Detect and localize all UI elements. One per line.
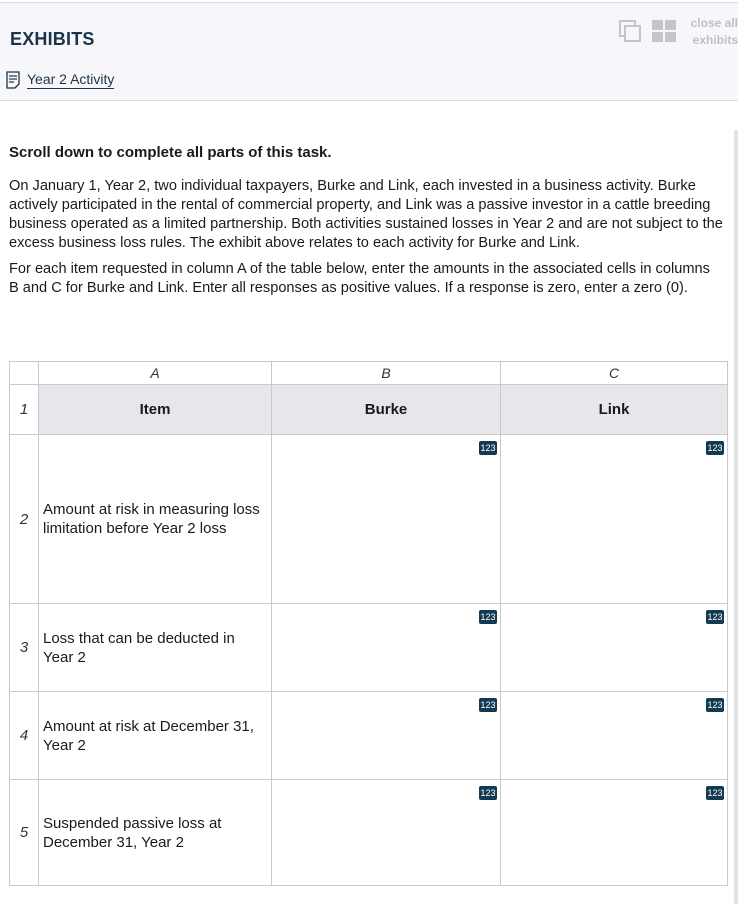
column-letter: C (501, 362, 728, 385)
row-number: 1 (10, 385, 39, 435)
column-letter: A (39, 362, 272, 385)
table-row (10, 780, 728, 886)
numeric-input-badge: 123 (707, 443, 723, 453)
burke-input-cell[interactable] (272, 435, 501, 604)
cascade-windows-icon[interactable] (619, 20, 641, 42)
table-row (10, 604, 728, 692)
link-input-cell[interactable] (501, 780, 728, 886)
row-number: 4 (10, 692, 39, 780)
exhibits-header (0, 2, 738, 101)
scrollbar[interactable] (734, 130, 738, 904)
task-paragraph: On January 1, Year 2, two individual taxpayers, Burke and Link, each invested in a business activity. Burke actively participated in the rental of commercial property, and Link was a passive investor in a cattle breeding business operated as a limited partnership. Both activities sustained losses in Year 2 and are not subject to the excess business loss rules. The exhibit above relates to each activity for Burke and Link. (9, 178, 723, 251)
burke-input-cell[interactable] (272, 692, 501, 780)
burke-input-cell[interactable] (272, 604, 501, 692)
numeric-input-badge: 123 (480, 443, 496, 453)
numeric-input-badge: 123 (480, 612, 496, 622)
exhibit-link-year-2-activity[interactable] (6, 71, 114, 89)
task-paragraph: For each item requested in column A of the table below, enter the amounts in the associated cells in columns B and C for Burke and Link. Enter all responses as positive values. If a response is zero, enter a zero (0). (9, 261, 710, 296)
response-table (9, 361, 728, 886)
table-row (10, 692, 728, 780)
table-row (10, 435, 728, 604)
close-all-exhibits-button[interactable]: close all exhibits (690, 16, 738, 47)
exhibit-link-label: Year 2 Activity (27, 71, 115, 87)
numeric-input-badge: 123 (707, 788, 723, 798)
row-number: 3 (10, 604, 39, 692)
item-label: Loss that can be deducted in Year 2 (39, 604, 272, 692)
exhibits-title: EXHIBITS (10, 29, 95, 49)
header-burke: Burke (272, 385, 501, 435)
table-header-row (10, 385, 728, 435)
column-letter: B (272, 362, 501, 385)
item-label: Amount at risk at December 31, Year 2 (39, 692, 272, 780)
numeric-input-badge: 123 (480, 788, 496, 798)
burke-input-cell[interactable] (272, 780, 501, 886)
document-icon (6, 71, 20, 89)
column-letter-row (10, 362, 728, 385)
numeric-input-badge: 123 (480, 700, 496, 710)
numeric-input-badge: 123 (707, 612, 723, 622)
link-input-cell[interactable] (501, 435, 728, 604)
link-input-cell[interactable] (501, 692, 728, 780)
item-label: Amount at risk in measuring loss limitation before Year 2 loss (39, 435, 272, 604)
numeric-input-badge: 123 (707, 700, 723, 710)
tile-windows-icon[interactable] (652, 20, 676, 42)
corner-cell (10, 362, 39, 385)
item-label: Suspended passive loss at December 31, Year 2 (39, 780, 272, 886)
task-instructions (9, 142, 723, 305)
scroll-note: Scroll down to complete all parts of this task. (9, 144, 332, 161)
link-input-cell[interactable] (501, 604, 728, 692)
row-number: 2 (10, 435, 39, 604)
header-link: Link (501, 385, 728, 435)
header-item: Item (39, 385, 272, 435)
row-number: 5 (10, 780, 39, 886)
